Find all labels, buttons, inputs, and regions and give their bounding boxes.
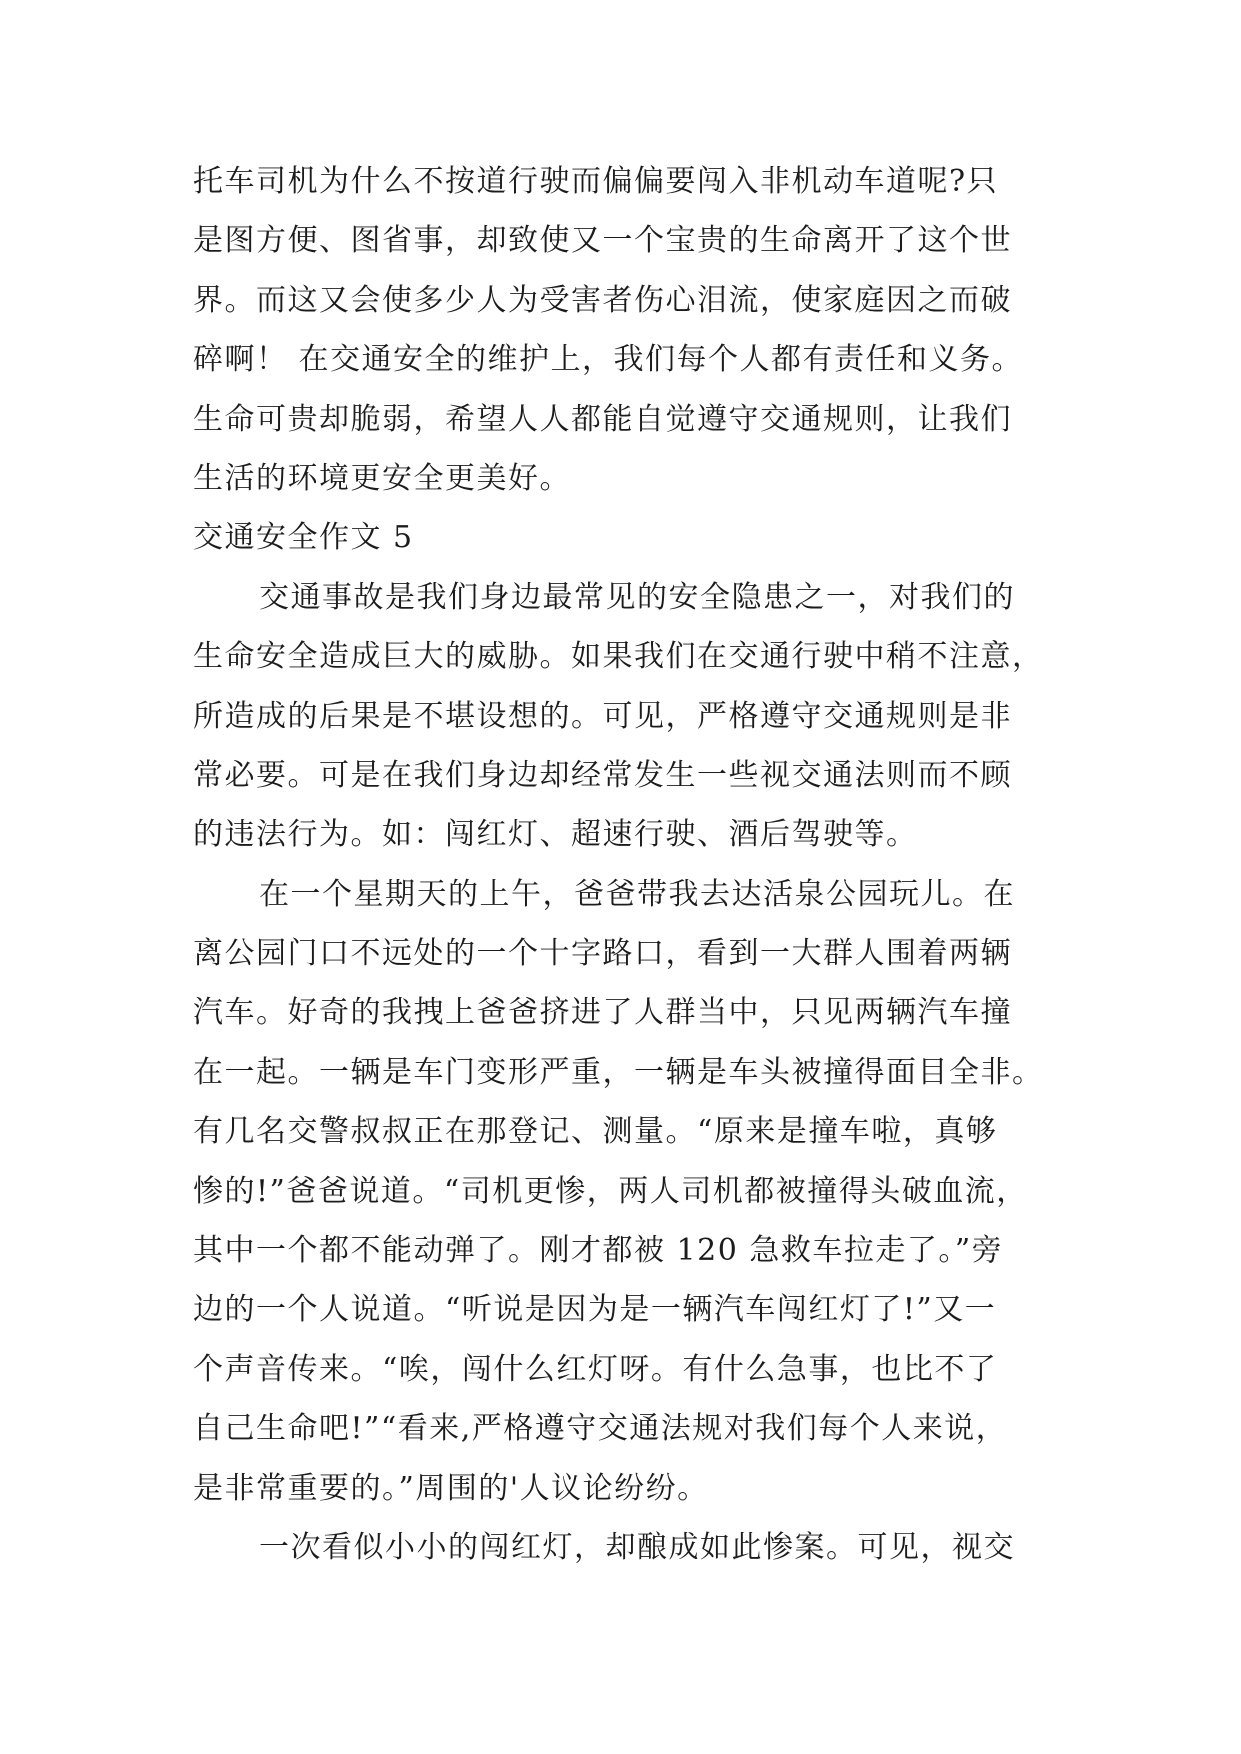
- text-line: 有几名交警叔叔正在那登记、测量。“原来是撞车啦，真够: [193, 1114, 998, 1150]
- text-line: 碎啊！ 在交通安全的维护上，我们每个人都有责任和义务。: [193, 342, 1024, 378]
- text-line: 界。而这又会使多少人为受害者伤心泪流，使家庭因之而破: [193, 282, 1012, 318]
- text-line: 汽车。好奇的我拽上爸爸挤进了人群当中，只见两辆汽车撞: [193, 995, 1012, 1031]
- text-line: 的违法行为。如：闯红灯、超速行驶、酒后驾驶等。: [193, 817, 918, 853]
- text-line: 边的一个人说道。“听说是因为是一辆汽车闯红灯了!”又一: [193, 1292, 997, 1328]
- text-line: 个声音传来。“唉，闯什么红灯呀。有什么急事，也比不了: [193, 1351, 998, 1387]
- section-heading: [193, 508, 1053, 567]
- text-line: 生活的环境更安全更美好。: [193, 460, 571, 496]
- paragraph-continuation: [193, 152, 1053, 508]
- text-line: 生命可贵却脆弱，希望人人都能自觉遵守交通规则，让我们: [193, 401, 1012, 437]
- document-body: [193, 152, 1053, 1577]
- text-line: 所造成的后果是不堪设想的。可见，严格遵守交通规则是非: [193, 698, 1012, 734]
- text-line: 自己生命吧!”“看来,严格遵守交通法规对我们每个人来说，: [193, 1411, 1008, 1447]
- heading-text: 交通安全作文 5: [193, 520, 414, 556]
- text-line: 是非常重要的。”周围的'人议论纷纷。: [193, 1470, 709, 1506]
- text-line: 惨的!”爸爸说道。“司机更惨，两人司机都被撞得头破血流，: [193, 1173, 1028, 1209]
- paragraph-conclusion: [193, 1518, 1053, 1577]
- text-line: 生命安全造成巨大的威胁。如果我们在交通行驶中稍不注意，: [193, 639, 1044, 675]
- text-line: 一次看似小小的闯红灯，却酿成如此惨案。可见，视交: [259, 1529, 1015, 1565]
- text-line: 是图方便、图省事，却致使又一个宝贵的生命离开了这个世: [193, 223, 1012, 259]
- text-line: 交通事故是我们身边最常见的安全隐患之一，对我们的: [259, 579, 1015, 615]
- text-line: 常必要。可是在我们身边却经常发生一些视交通法则而不顾: [193, 757, 1012, 793]
- paragraph-story: [193, 865, 1053, 1518]
- paragraph-intro: [193, 568, 1053, 865]
- text-line: 离公园门口不远处的一个十字路口，看到一大群人围着两辆: [193, 936, 1012, 972]
- text-line: 在一个星期天的上午，爸爸带我去达活泉公园玩儿。在: [259, 876, 1015, 912]
- text-line: 其中一个都不能动弹了。刚才都被 120 急救车拉走了。”旁: [193, 1233, 1004, 1269]
- text-line: 托车司机为什么不按道行驶而偏偏要闯入非机动车道呢?只: [193, 164, 999, 199]
- text-line: 在一起。一辆是车门变形严重，一辆是车头被撞得面目全非。: [193, 1054, 1044, 1090]
